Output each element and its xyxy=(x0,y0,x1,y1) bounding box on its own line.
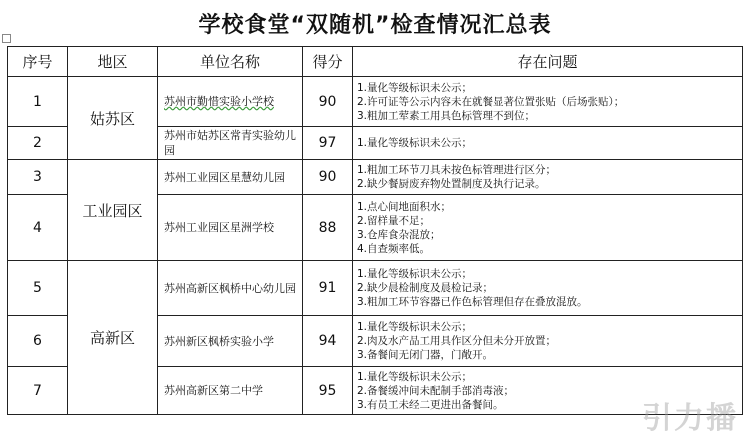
header-row xyxy=(8,47,743,77)
issues-cell xyxy=(353,160,743,195)
issues-cell xyxy=(353,195,743,261)
table-move-handle[interactable] xyxy=(2,34,11,43)
issue-item: 2.许可证等公示内容未在就餐显著位置张贴（后场张贴）； xyxy=(357,95,625,108)
table-row xyxy=(8,261,743,316)
issues-cell xyxy=(353,261,743,316)
unit-name: 苏州工业园区星洲学校 xyxy=(158,195,303,261)
unit-name: 苏州市姑苏区常青实验幼儿园 xyxy=(158,127,303,160)
issue-item: 2.缺少餐厨废弃物处置制度及执行记录。 xyxy=(357,178,546,190)
issue-item: 2.缺少晨检制度及晨检记录； xyxy=(357,282,494,294)
issue-item: 1.点心间地面积水； xyxy=(357,200,452,213)
issue-item: 1.量化等级标识未公示； xyxy=(357,81,473,94)
issue-item: 2.备餐缓冲间未配制手部消毒液； xyxy=(357,384,515,397)
issue-item: 3.粗加工环节容器已作色标管理但存在叠放混放。 xyxy=(357,296,588,308)
row-no: 7 xyxy=(8,367,68,415)
unit-name-text: 苏州市勤惜实验小学校 xyxy=(164,95,274,108)
row-no: 6 xyxy=(8,316,68,367)
issue-item: 3.粗加工荤素工用具色标管理不到位； xyxy=(357,109,536,122)
unit-name: 苏州高新区枫桥中心幼儿园 xyxy=(158,261,303,316)
issues-cell xyxy=(353,127,743,160)
header-issues: 存在问题 xyxy=(353,47,743,77)
page-title: 学校食堂“双随机”检查情况汇总表 xyxy=(198,13,552,38)
issue-item: 1.量化等级标识未公示； xyxy=(357,268,473,280)
issue-item: 3.仓库食杂混放； xyxy=(357,228,441,241)
summary-table xyxy=(7,46,743,415)
row-no: 2 xyxy=(8,127,68,160)
header-region: 地区 xyxy=(68,47,158,77)
header-no: 序号 xyxy=(8,47,68,77)
score: 94 xyxy=(303,316,353,367)
issue-item: 1.粗加工环节刀具未按色标管理进行区分； xyxy=(357,164,557,176)
unit-name: 苏州高新区第二中学 xyxy=(158,367,303,415)
score: 90 xyxy=(303,160,353,195)
issue-item: 2.肉及水产品工用具作区分但未分开放置； xyxy=(357,335,557,347)
watermark-logo: 引力播 xyxy=(642,401,738,436)
issue-item: 4.自查频率低。 xyxy=(357,242,431,255)
row-no: 1 xyxy=(8,77,68,127)
score: 91 xyxy=(303,261,353,316)
issue-item: 3.备餐间无闭门器，门敞开。 xyxy=(357,349,494,361)
row-no: 3 xyxy=(8,160,68,195)
table-row xyxy=(8,77,743,127)
issue-item: 1.量化等级标识未公示； xyxy=(357,321,473,333)
row-no: 4 xyxy=(8,195,68,261)
score: 95 xyxy=(303,367,353,415)
unit-name: 苏州新区枫桥实验小学 xyxy=(158,316,303,367)
score: 97 xyxy=(303,127,353,160)
unit-name: 苏州工业园区星慧幼儿园 xyxy=(158,160,303,195)
issue-item: 3.有员工未经二更进出备餐间。 xyxy=(357,398,504,411)
issue-item: 2.留样量不足； xyxy=(357,214,431,227)
region-cell: 工业园区 xyxy=(68,160,158,261)
header-unit: 单位名称 xyxy=(158,47,303,77)
score: 88 xyxy=(303,195,353,261)
issue-item: 1.量化等级标识未公示； xyxy=(357,370,473,383)
issues-cell xyxy=(353,77,743,127)
region-cell: 高新区 xyxy=(68,261,158,415)
header-score: 得分 xyxy=(303,47,353,77)
issue-item: 1.量化等级标识未公示； xyxy=(357,137,473,149)
table-row xyxy=(8,160,743,195)
region-cell: 姑苏区 xyxy=(68,77,158,160)
issues-cell xyxy=(353,316,743,367)
unit-name xyxy=(158,77,303,127)
score: 90 xyxy=(303,77,353,127)
row-no: 5 xyxy=(8,261,68,316)
